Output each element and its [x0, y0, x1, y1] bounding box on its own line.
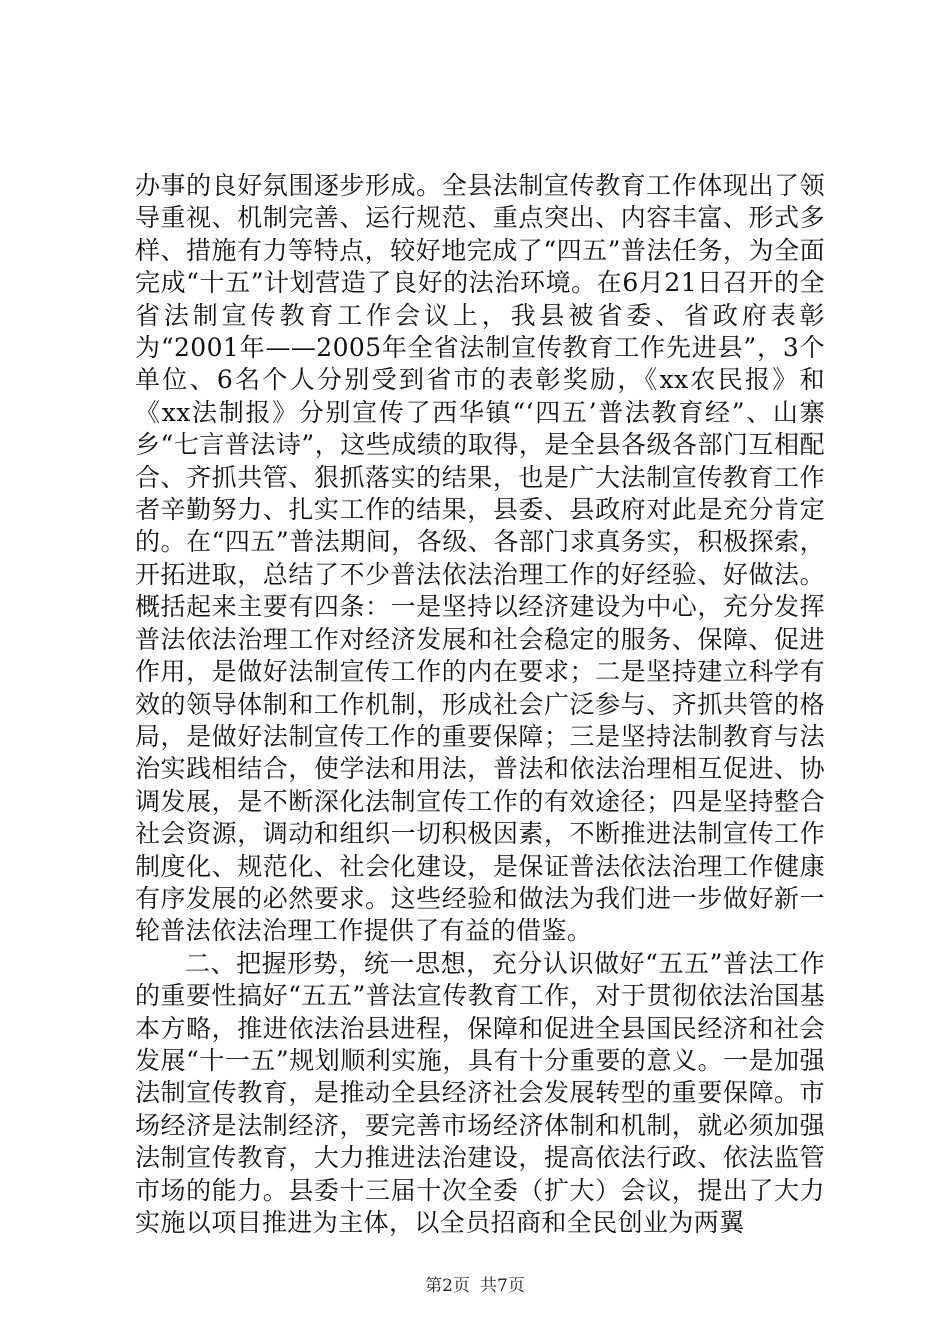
page-total: 共7页 [480, 1276, 525, 1296]
paragraph-continuation: 办事的良好氛围逐步形成。全县法制宣传教育工作体现出了领导重视、机制完善、运行规范、重点突出、内容丰富、形式多样、措施有力等特点，较好地完成了“四五”普法任务，为全面完成“十五”计划营造了良好的法治环境。在6月21日召开的全省法制宣传教育工作会议上，我县被省委、省政府表彰为“2001年——2005年全省法制宣传教育工作先进县”，3个单位、6名个人分别受到省市的表彰奖励，《xx农民报》和《xx法制报》分别宣传了西华镇“‘四五’普法教育经”、山寨乡“七言普法诗”，这些成绩的取得，是全县各级各部门互相配合、齐抓共管、狠抓落实的结果，也是广大法制宣传教育工作者辛勤努力、扎实工作的结果，县委、县政府对此是充分肯定的。在“四五”普法期间，各级、各部门求真务实，积极探索，开拓进取，总结了不少普法依法治理工作的好经验、好做法。概括起来主要有四条：一是坚持以经济建设为中心，充分发挥普法依法治理工作对经济发展和社会稳定的服务、保障、促进作用，是做好法制宣传工作的内在要求；二是坚持建立科学有效的领导体制和工作机制，形成社会广泛参与、齐抓共管的格局，是做好法制宣传工作的重要保障；三是坚持法制教育与法治实践相结合，使学法和用法，普法和依法治理相互促进、协调发展，是不断深化法制宣传工作的有效途径；四是坚持整合社会资源，调动和组织一切积极因素，不断推进法制宣传工作制度化、规范化、社会化建设，是保证普法依法治理工作健康有序发展的必然要求。这些经验和做法为我们进一步做好新一轮普法依法治理工作提供了有益的借鉴。 [135, 171, 825, 946]
page-footer [0, 1271, 950, 1296]
page-number: 第2页 [425, 1276, 470, 1296]
document-body [135, 170, 825, 1239]
paragraph-section-two: 二、把握形势，统一思想，充分认识做好“五五”普法工作的重要性搞好“五五”普法宣传教育工作，对于贯彻依法治国基本方略，推进依法治县进程，保障和促进全县国民经济和社会发展“十一五”规划顺利实施，具有十分重要的意义。一是加强法制宣传教育，是推动全县经济社会发展转型的重要保障。市场经济是法制经济，要完善市场经济体制和机制，就必须加强法制宣传教育，大力推进法治建设，提高依法行政、依法监管市场的能力。县委十三届十次全委（扩大）会议，提出了大力实施以项目推进为主体，以全员招商和全民创业为两翼 [135, 948, 825, 1237]
